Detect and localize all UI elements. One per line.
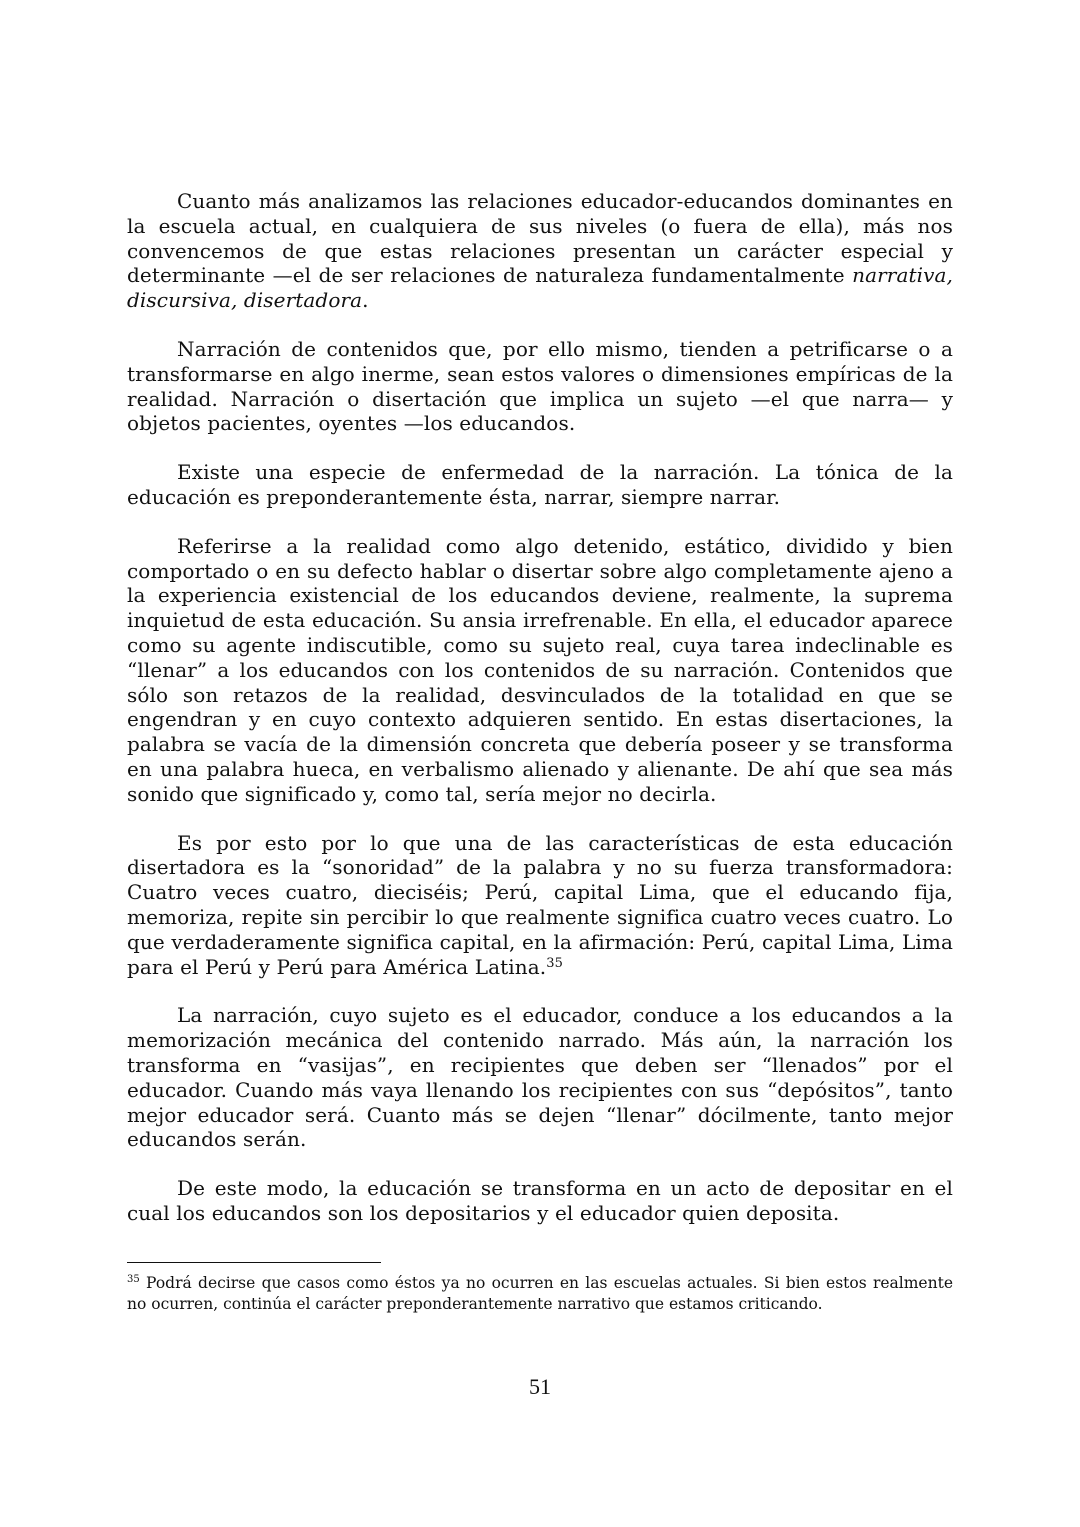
page-number: 51 [529,1374,551,1399]
paragraph-2: Narración de contenidos que, por ello mismo, tienden a petrificarse o a transformarse en algo inerme, sean estos valores o dimensiones empíricas de la realidad. Narración o disertación que implica un sujeto —el que narra— y objetos pacientes, oyentes —los educandos. [127,336,953,436]
page-body [127,189,953,1250]
paragraph-4: Referirse a la realidad como algo detenido, estático, dividido y bien comportado o en su defecto hablar o disertar sobre algo completamente ajeno a la experiencia existencial de los educandos deviene, realmente, la suprema inquietud de esta educación. Su ansia irrefrenable. En ella, el educador aparece como su agente indiscutible, como su sujeto real, cuya tarea indeclinable es “llenar” a los educandos con los contenidos de su narración. Contenidos que sólo son retazos de la realidad, desvinculados de la totalidad en que se engendran y en cuyo contexto adquieren sentido. En estas disertaciones, la palabra se vacía de la dimensión concreta que debería poseer y se transforma en una palabra hueca, en verbalismo alienado y alienante. De ahí que sea más sonido que significado y, como tal, sería mejor no decirla. [127,533,953,806]
footnote-text: Podrá decirse que casos como éstos ya no ocurren en las escuelas actuales. Si bien estos realmente no ocurren, continúa el carácter preponderantemente narrativo que estamos criticando. [127,1274,953,1313]
paragraph-1-text: Cuanto más analizamos las relaciones educador-educandos dominantes en la escuela actual, en cualquiera de sus niveles (o fuera de ella), más nos convencemos de que estas relaciones presentan un carácter especial y determinante —el de ser relaciones de naturaleza fundamentalmente [127,189,953,288]
paragraph-6: La narración, cuyo sujeto es el educador, conduce a los educandos a la memorización mecánica del contenido narrado. Más aún, la narración los transforma en “vasijas”, en recipientes que deben ser “llenados” por el educador. Cuando más vaya llenando los recipientes con sus “depósitos”, tanto mejor educador será. Cuanto más se dejen “llenar” dócilmente, tanto mejor educandos serán. [127,1003,953,1152]
footnote [127,1273,953,1314]
paragraph-1-italic: narrativa, discursiva, disertadora [127,263,953,313]
paragraph-5 [127,831,953,980]
paragraph-5-text: Es por esto por lo que una de las características de esta educación disertadora es la “sonoridad” de la palabra y no su fuerza transformadora: Cuatro veces cuatro, dieciséis; Perú, capital Lima, que el educando fija, memoriza, repite sin percibir lo que realmente significa cuatro veces cuatro. Lo que verdaderamente significa capital, en la afirmación: Perú, capital Lima, Lima para el Perú y Perú para América Latina. [127,830,953,979]
paragraph-3: Existe una especie de enfermedad de la narración. La tónica de la educación es preponderantemente ésta, narrar, siempre narrar. [127,460,953,509]
paragraph-1 [127,189,953,313]
paragraph-7: De este modo, la educación se transforma en un acto de depositar en el cual los educandos son los depositarios y el educador quien deposita. [127,1176,953,1225]
footnote-marker: 35 [127,1274,140,1285]
footnote-separator [127,1262,381,1263]
paragraph-1-end: . [362,288,369,313]
footnote-reference: 35 [546,955,564,971]
